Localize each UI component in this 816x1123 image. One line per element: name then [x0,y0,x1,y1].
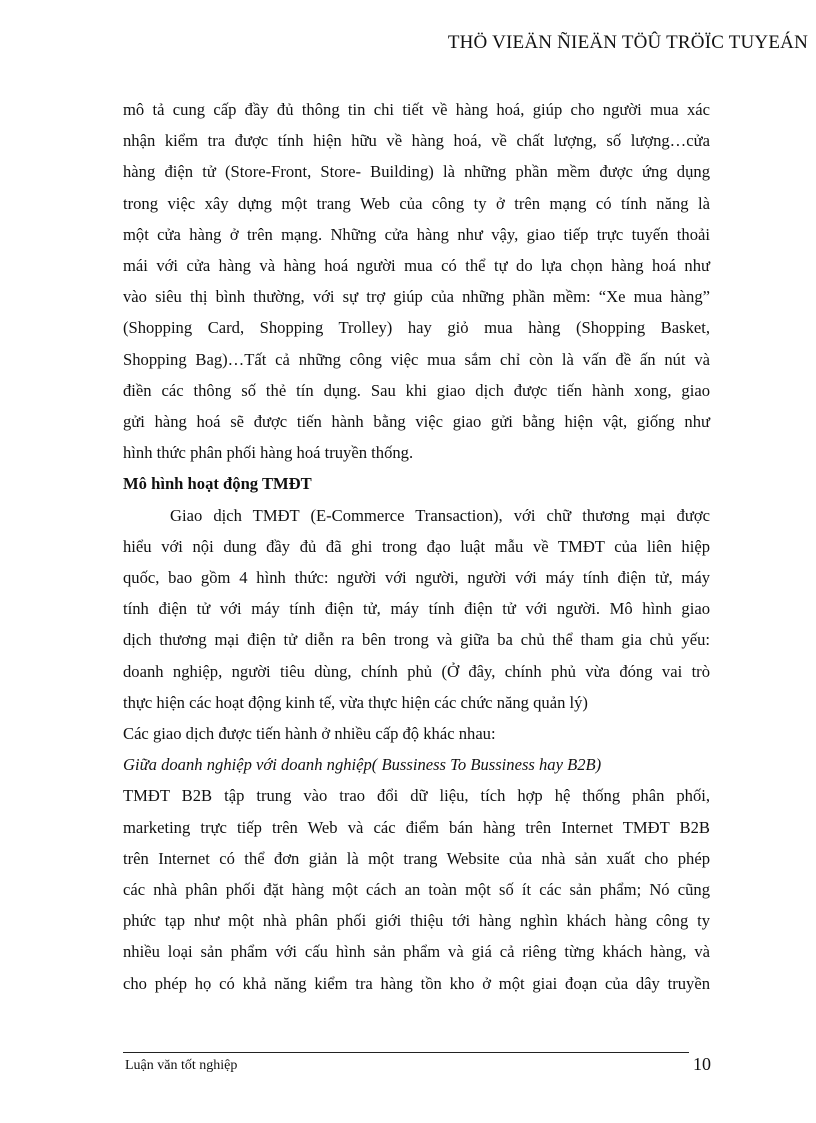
body-text [123,94,710,999]
text-line: nhận kiểm tra được tính hiện hữu về hàng hoá, về chất lượng, số lượng…cửa [123,131,710,151]
intro-line: Các giao dịch được tiến hành ở nhiều cấp độ khác nhau: [123,724,496,744]
text-line: doanh nghiệp, người tiêu dùng, chính phủ (Ở đây, chính phủ vừa đóng vai trò [123,661,710,681]
text-line: thực hiện các hoạt động kinh tế, vừa thực hiện các chức năng quản lý) [123,692,588,712]
footer-thesis-label: Luận văn tốt nghiệp [125,1058,238,1073]
text-line: hàng điện tử (Store-Front, Store- Building) là những phần mềm được ứng dụng [123,162,710,182]
text-line: một cửa hàng ở trên mạng. Những cửa hàng như vậy, giao tiếp trực tuyến thoải [123,224,710,244]
text-line: quốc, bao gồm 4 hình thức: người với người, người với máy tính điện tử, máy [123,568,710,588]
subheading-b2b: Giữa doanh nghiệp với doanh nghiệp( Bussiness To Bussiness hay B2B) [123,755,602,775]
text-line: mô tả cung cấp đầy đủ thông tin chi tiết về hàng hoá, giúp cho người mua xác [123,100,710,119]
text-line: cho phép họ có khả năng kiểm tra hàng tồn kho ở một giai đoạn của dây truyền [123,973,710,993]
text-line: trên Internet có thể đơn giản là một trang Website của nhà sản xuất cho phép [123,848,710,868]
text-line: nhiều loại sản phẩm với cấu hình sản phẩm và giá cả riêng từng khách hàng, và [123,942,710,962]
text-line: marketing trực tiếp trên Web và các điểm bán hàng trên Internet TMĐT B2B [123,817,710,837]
text-line: Giao dịch TMĐT (E-Commerce Transaction), với chữ thương mại được [170,505,710,525]
text-line: tính điện tử với máy tính điện tử, máy tính điện tử với người. Mô hình giao [123,599,710,619]
text-line: phức tạp như một nhà phân phối giới thiệu tới hàng nghìn khách hàng công ty [123,911,710,931]
text-line: các nhà phân phối đặt hàng một cách an toàn một số ít các sản phẩm; Nó cũng [123,880,710,900]
section-heading: Mô hình hoạt động TMĐT [123,474,312,494]
text-line: TMĐT B2B tập trung vào trao đổi dữ liệu, tích hợp hệ thống phân phối, [123,786,710,806]
text-line: mái với cửa hàng và hàng hoá người mua có thể tự do lựa chọn hàng hoá như [123,256,710,276]
text-line: điền các thông số thẻ tín dụng. Sau khi giao dịch được tiến hành xong, giao [123,380,710,400]
text-line: (Shopping Card, Shopping Trolley) hay giỏ mua hàng (Shopping Basket, [123,318,710,338]
footer-divider [123,1052,689,1053]
paragraph-2 [123,500,710,718]
text-line: hình thức phân phối hàng hoá truyền thống. [123,443,414,463]
text-line: vào siêu thị bình thường, với sự trợ giúp của những phần mềm: “Xe mua hàng” [123,287,710,307]
text-line: dịch thương mại điện tử diễn ra bên trong và giữa ba chủ thể tham gia chủ yếu: [123,630,710,650]
text-line: gửi hàng hoá sẽ được tiến hành bằng việc giao gửi bằng hiện vật, giống như [123,412,710,432]
text-line: trong việc xây dựng một trang Web của công ty ở trên mạng có tính năng là [123,193,710,213]
paragraph-1 [123,94,710,468]
text-line: Shopping Bag)…Tất cả những công việc mua sắm chỉ còn là vấn đề ấn nút và [123,349,710,369]
header-title: THÖ VIEÄN ÑIEÄN TÖÛ TRÖÏC TUYEÁN [447,32,808,53]
text-line: hiểu với nội dung đầy đủ đã ghi trong đạo luật mẫu về TMĐT của liên hiệp [123,536,710,556]
paragraph-3 [123,780,710,998]
page-number: 10 [693,1054,711,1074]
